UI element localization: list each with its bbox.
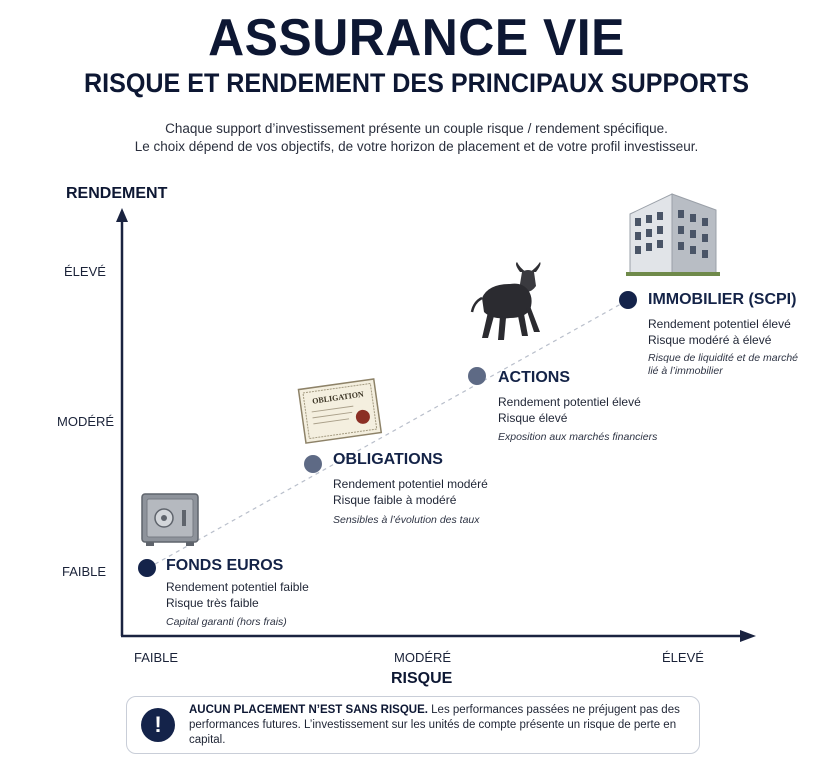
point-title-immobilier: IMMOBILIER (SCPI) bbox=[648, 291, 797, 308]
risk-notice-body: Les performances passées ne préjugent pas des performances futures. L’investissement sur les unités de compte présente un risque de perte en capital. bbox=[189, 704, 680, 746]
safe-icon bbox=[138, 490, 204, 548]
point-line1-immobilier: Rendement potentiel élevé bbox=[648, 317, 791, 331]
bond-certificate-icon bbox=[294, 376, 386, 448]
y-level-mid: MODÉRÉ bbox=[57, 414, 115, 429]
point-line1-fonds-euros: Rendement potentiel faible bbox=[166, 580, 309, 594]
point-title-actions: ACTIONS bbox=[498, 369, 570, 386]
exclamation-icon: ! bbox=[141, 708, 175, 742]
point-title-obligations: OBLIGATIONS bbox=[333, 451, 443, 468]
bond-certificate-label: OBLIGATION bbox=[311, 389, 365, 406]
y-level-low: FAIBLE bbox=[62, 564, 107, 579]
page-title: ASSURANCE VIE bbox=[208, 9, 625, 67]
y-level-high: ÉLEVÉ bbox=[64, 264, 106, 279]
point-line1-obligations: Rendement potentiel modéré bbox=[333, 477, 488, 491]
bull-icon bbox=[470, 262, 554, 344]
point-dot-immobilier bbox=[619, 291, 637, 309]
point-line2-fonds-euros: Risque très faible bbox=[166, 596, 259, 610]
risk-notice bbox=[126, 696, 700, 754]
point-note-actions: Exposition aux marchés financiers bbox=[498, 431, 658, 443]
point-title-fonds-euros: FONDS EUROS bbox=[166, 557, 284, 574]
point-note1-immobilier: Risque de liquidité et de marché bbox=[648, 352, 799, 364]
point-line2-obligations: Risque faible à modéré bbox=[333, 493, 457, 507]
x-axis-arrow-icon bbox=[740, 630, 756, 642]
point-note-obligations: Sensibles à l’évolution des taux bbox=[333, 514, 480, 526]
point-note2-immobilier: lié à l’immobilier bbox=[648, 365, 723, 377]
point-line2-actions: Risque élevé bbox=[498, 411, 568, 425]
risk-notice-bold: AUCUN PLACEMENT N’EST SANS RISQUE. bbox=[189, 704, 428, 716]
point-dot-obligations bbox=[304, 455, 322, 473]
intro-line-2: Le choix dépend de vos objectifs, de votre horizon de placement et de votre profil investisseur. bbox=[134, 139, 699, 154]
y-axis-arrow-icon bbox=[116, 208, 128, 222]
page-subtitle: RISQUE ET RENDEMENT DES PRINCIPAUX SUPPORTS bbox=[83, 68, 750, 98]
point-dot-actions bbox=[468, 367, 486, 385]
intro-line-1: Chaque support d’investissement présente un couple risque / rendement spécifique. bbox=[165, 121, 668, 136]
risk-notice-text bbox=[189, 703, 689, 748]
point-line1-actions: Rendement potentiel élevé bbox=[498, 395, 641, 409]
point-dot-fonds-euros bbox=[138, 559, 156, 577]
building-icon bbox=[626, 188, 720, 278]
point-note-fonds-euros: Capital garanti (hors frais) bbox=[166, 616, 287, 628]
x-level-high: ÉLEVÉ bbox=[662, 650, 704, 665]
x-level-mid: MODÉRÉ bbox=[394, 650, 452, 665]
y-axis-title: RENDEMENT bbox=[66, 185, 168, 202]
x-axis-title: RISQUE bbox=[391, 670, 453, 687]
x-level-low: FAIBLE bbox=[134, 650, 179, 665]
point-line2-immobilier: Risque modéré à élevé bbox=[648, 333, 772, 347]
